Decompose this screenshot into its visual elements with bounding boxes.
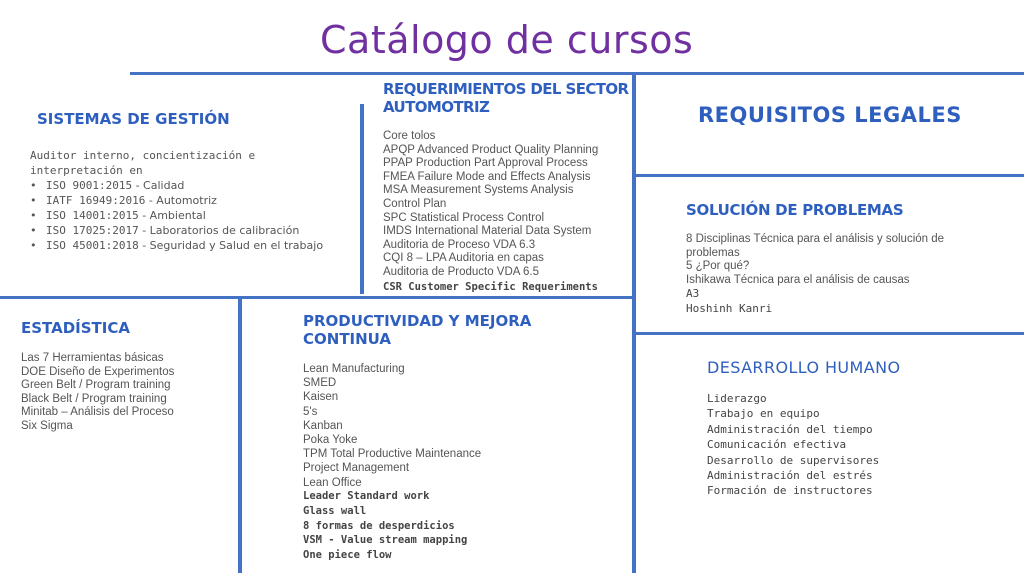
list-item: Lean Office xyxy=(303,476,362,489)
automotriz-heading xyxy=(383,80,629,116)
list-item xyxy=(30,193,323,208)
iso-desc: - Laboratorios de calibración xyxy=(138,224,300,237)
list-item: problemas xyxy=(686,246,740,259)
iso-code: ISO 14001:2015 xyxy=(46,209,139,222)
list-item: Black Belt / Program training xyxy=(21,392,167,405)
humano-heading: DESARROLLO HUMANO xyxy=(707,358,901,377)
list-item: Glass wall xyxy=(303,504,367,517)
list-item xyxy=(30,223,323,238)
sistemas-intro xyxy=(30,148,255,178)
list-item: Administración del estrés xyxy=(707,469,873,483)
problemas-list xyxy=(686,233,944,316)
page-title: Catálogo de cursos xyxy=(320,18,694,62)
divider-vertical-left-top xyxy=(360,104,364,294)
list-item: DOE Diseño de Experimentos xyxy=(21,365,175,378)
list-item: SMED xyxy=(303,377,337,390)
divider-horizontal-right-bottom xyxy=(632,332,1024,335)
list-item: FMEA Failure Mode and Effects Analysis xyxy=(383,170,591,183)
list-item: Leader Standard work xyxy=(303,490,430,502)
list-item: Trabajo en equipo xyxy=(707,407,820,421)
list-item: Liderazgo xyxy=(707,392,767,405)
list-item: IMDS International Material Data System xyxy=(383,225,592,238)
list-item xyxy=(30,208,323,223)
list-item xyxy=(30,238,323,253)
list-item: A3 xyxy=(686,287,700,301)
divider-vertical-left-bottom xyxy=(238,298,242,573)
list-item: PPAP Production Part Approval Process xyxy=(383,157,588,170)
iso-code: ISO 45001:2018 xyxy=(46,239,139,252)
divider-horizontal-right-top xyxy=(632,174,1024,177)
list-item: One piece flow xyxy=(303,549,392,562)
divider-horizontal-left xyxy=(0,296,632,299)
top-divider xyxy=(130,72,1024,75)
list-item: 5 ¿Por qué? xyxy=(686,260,750,273)
list-item: Administración del tiempo xyxy=(707,422,873,436)
iso-desc: - Seguridad y Salud en el trabajo xyxy=(138,239,324,252)
iso-desc: - Automotriz xyxy=(145,194,217,207)
automotriz-heading-line: REQUERIMIENTOS DEL SECTOR xyxy=(383,80,629,98)
list-item: Project Management xyxy=(303,462,410,475)
list-item: 8 formas de desperdicios xyxy=(303,519,455,532)
sistemas-heading: SISTEMAS DE GESTIÓN xyxy=(37,110,230,128)
list-item: Formación de instructores xyxy=(707,484,873,498)
list-item: Las 7 Herramientas básicas xyxy=(21,352,164,364)
list-item: Green Belt / Program training xyxy=(21,379,171,392)
list-item: 8 Disciplinas Técnica para el análisis y solución de xyxy=(686,233,945,245)
sistemas-list xyxy=(30,178,323,253)
productividad-heading-line: CONTINUA xyxy=(303,330,392,348)
productividad-heading-line: PRODUCTIVIDAD Y MEJORA xyxy=(303,312,532,330)
list-item: TPM Total Productive Maintenance xyxy=(303,448,482,461)
humano-list xyxy=(707,391,879,499)
list-item: Lean Manufacturing xyxy=(303,363,405,375)
list-item: Comunicación efectiva xyxy=(707,438,847,452)
list-item: Ishikawa Técnica para el análisis de causas xyxy=(686,273,910,286)
list-item: Auditoria de Proceso VDA 6.3 xyxy=(383,238,536,251)
productividad-mono-list xyxy=(303,489,467,563)
list-item: Desarrollo de supervisores xyxy=(707,453,880,467)
automotriz-list xyxy=(383,130,598,294)
productividad-list xyxy=(303,362,481,490)
iso-code: ISO 9001:2015 xyxy=(46,179,133,192)
list-item: APQP Advanced Product Quality Planning xyxy=(383,143,599,156)
list-item: SPC Statistical Process Control xyxy=(383,211,545,224)
list-item: Poka Yoke xyxy=(303,434,358,447)
list-item: VSM - Value stream mapping xyxy=(303,534,468,547)
estadistica-heading: ESTADÍSTICA xyxy=(21,319,130,337)
list-item: 5's xyxy=(303,405,318,418)
list-item: Control Plan xyxy=(383,197,447,210)
productividad-heading xyxy=(303,312,531,348)
list-item: Core tolos xyxy=(383,130,436,142)
iso-code: IATF 16949:2016 xyxy=(46,194,146,207)
list-item: CSR Customer Specific Requeriments xyxy=(383,280,598,293)
iso-desc: - Ambiental xyxy=(138,209,206,222)
sistemas-intro-line: Auditor interno, concientización e xyxy=(30,149,256,162)
list-item: MSA Measurement Systems Analysis xyxy=(383,184,574,197)
legales-heading: REQUISITOS LEGALES xyxy=(698,103,962,127)
list-item: Six Sigma xyxy=(21,419,73,432)
sistemas-intro-line: interpretación en xyxy=(30,164,143,177)
list-item: Auditoria de Producto VDA 6.5 xyxy=(383,265,539,278)
list-item: Minitab – Análisis del Proceso xyxy=(21,406,174,419)
list-item: CQI 8 – LPA Auditoria en capas xyxy=(383,252,544,265)
estadistica-list xyxy=(21,352,174,434)
problemas-heading: SOLUCIÓN DE PROBLEMAS xyxy=(686,201,904,219)
list-item: Kaisen xyxy=(303,391,339,404)
divider-vertical-center xyxy=(632,72,636,573)
iso-code: ISO 17025:2017 xyxy=(46,224,139,237)
automotriz-heading-line: AUTOMOTRIZ xyxy=(383,98,490,116)
list-item: Kanban xyxy=(303,419,343,432)
iso-desc: - Calidad xyxy=(132,179,185,192)
list-item: Hoshinh Kanri xyxy=(686,301,773,315)
list-item xyxy=(30,178,323,193)
